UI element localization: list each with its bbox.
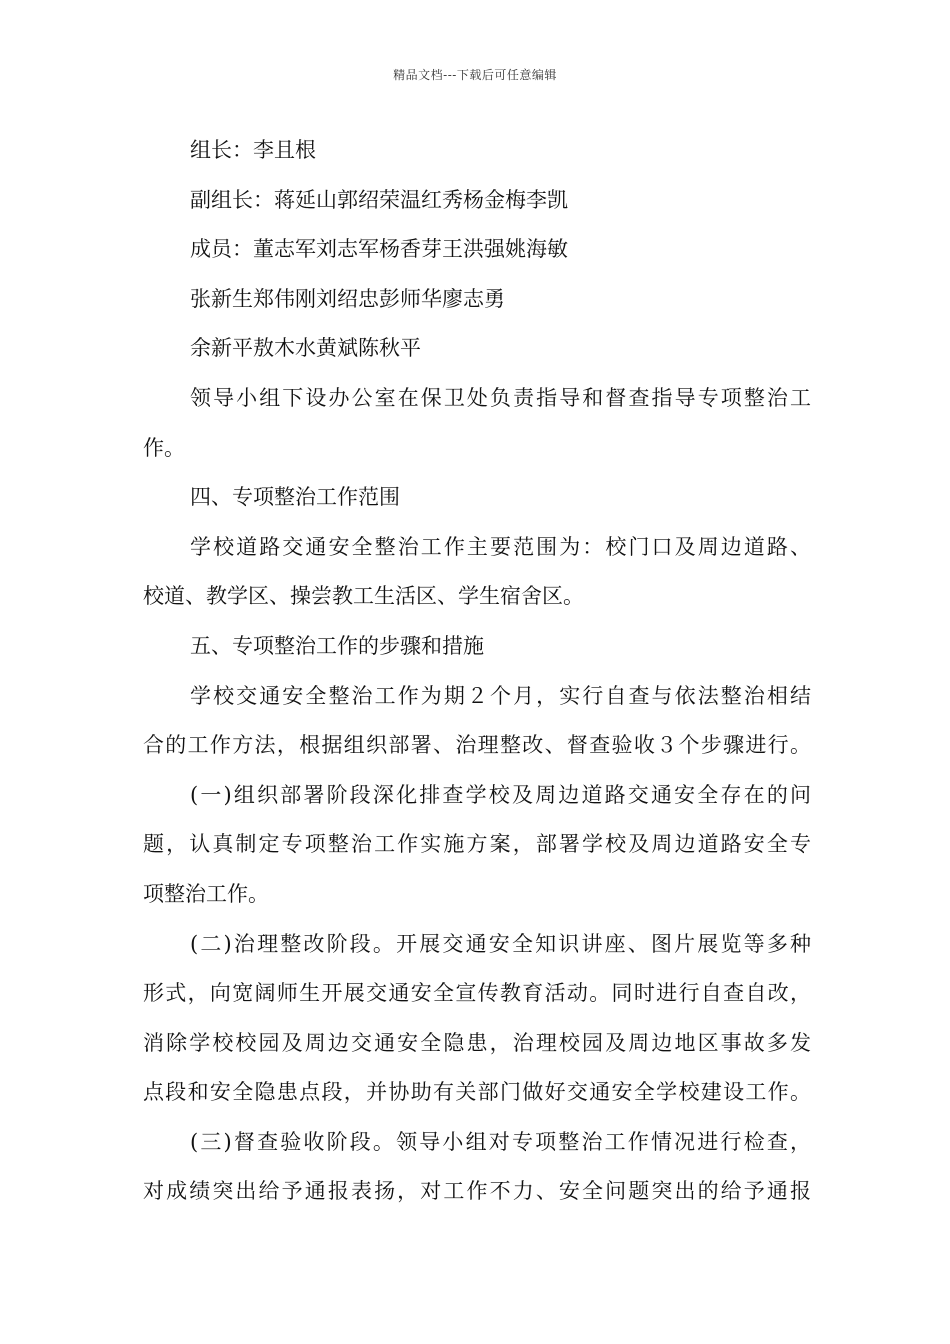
page-header: 精品文档---下载后可任意编辑 [393, 68, 557, 82]
paragraph-line: 领导小组下设办公室在保卫处负责指导和督查指导专项整治工 [190, 385, 811, 410]
paragraph-line: 项整治工作。 [143, 881, 269, 906]
paragraph-line: 学校道路交通安全整治工作主要范围为：校门口及周边道路、 [190, 534, 811, 559]
paragraph-line: (二)治理整改阶段。开展交通安全知识讲座、图片展览等多种 [190, 931, 811, 956]
members-continued-line: 张新生郑伟刚刘绍忠彭师华廖志勇 [190, 286, 505, 311]
paragraph-line: 题，认真制定专项整治工作实施方案，部署学校及周边道路安全专 [143, 832, 811, 857]
members-line: 成员：董志军刘志军杨香芽王洪强姚海敏 [190, 237, 568, 262]
members-continued-line: 余新平敖木水黄斌陈秋平 [190, 336, 421, 361]
paragraph-line: 校道、教学区、操尝教工生活区、学生宿舍区。 [143, 584, 584, 609]
paragraph-line: 形式，向宽阔师生开展交通安全宣传教育活动。同时进行自查自改， [143, 981, 811, 1006]
section-heading: 四、专项整治工作范围 [190, 485, 400, 510]
body-text [143, 132, 811, 1223]
section-heading: 五、专项整治工作的步骤和措施 [190, 633, 484, 658]
leader-line: 组长：李且根 [190, 138, 316, 162]
paragraph-line: (三)督查验收阶段。领导小组对专项整治工作情况进行检查， [190, 1129, 811, 1154]
paragraph-line: 合的工作方法，根据组织部署、治理整改、督查验收３个步骤进行。 [143, 733, 811, 758]
paragraph-line: 对成绩突出给予通报表扬，对工作不力、安全问题突出的给予通报 [143, 1179, 811, 1204]
paragraph-line: (一)组织部署阶段深化排查学校及周边道路交通安全存在的问 [190, 782, 811, 807]
paragraph-line: 点段和安全隐患点段，并协助有关部门做好交通安全学校建设工作。 [143, 1080, 811, 1105]
paragraph-line: 学校交通安全整治工作为期２个月，实行自查与依法整治相结 [190, 683, 811, 708]
paragraph-line: 作。 [143, 435, 185, 460]
deputy-leader-line: 副组长：蒋延山郭绍荣温红秀杨金梅李凯 [190, 187, 568, 212]
paragraph-line: 消除学校校园及周边交通安全隐患，治理校园及周边地区事故多发 [143, 1030, 811, 1055]
